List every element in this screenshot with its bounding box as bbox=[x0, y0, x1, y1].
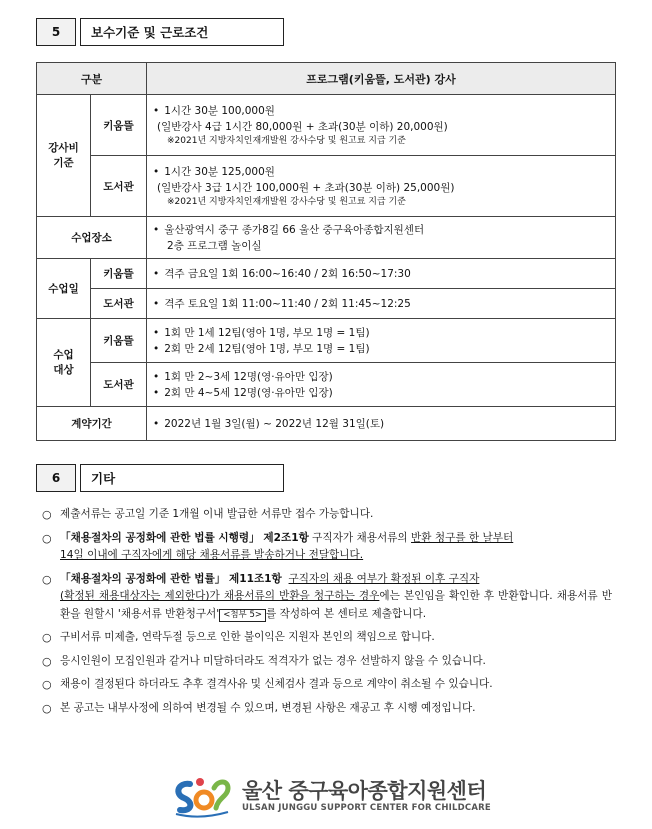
target-kium-line1: • 1회 만 1세 12팀(영아 1명, 부모 1명 = 1팀) bbox=[153, 325, 609, 341]
conditions-table bbox=[36, 62, 616, 441]
law-reference: 「채용절차의 공정화에 관한 법률」 제11조1항 bbox=[60, 572, 282, 585]
category-pay: 강사비 기준 bbox=[37, 95, 91, 217]
pay-kium-cell bbox=[147, 95, 616, 156]
note-text bbox=[60, 571, 612, 624]
sub-library: 도서관 bbox=[91, 289, 147, 319]
circle-bullet: ○ bbox=[42, 631, 52, 644]
list-item bbox=[42, 506, 612, 524]
header-category: 구분 bbox=[37, 63, 147, 95]
note-text: 제출서류는 공고일 기준 1개월 이내 발급한 서류만 접수 가능합니다. bbox=[60, 508, 374, 520]
table-row bbox=[37, 259, 616, 289]
table-row bbox=[37, 289, 616, 319]
table-row bbox=[37, 319, 616, 363]
target-kium-cell bbox=[147, 319, 616, 363]
notes-list bbox=[42, 506, 612, 723]
days-kium-text: • 격주 금요일 1회 16:00~16:40 / 2회 16:50~17:30 bbox=[153, 266, 609, 282]
sub-kium: 키움뜰 bbox=[91, 95, 147, 156]
underlined-text: 14일 이내에 구직자에게 해당 채용서류를 발송하거나 전달합니다. bbox=[60, 549, 364, 561]
circle-bullet: ○ bbox=[42, 508, 52, 521]
target-library-line2: • 2회 만 4~5세 12명(영·유아만 입장) bbox=[153, 385, 609, 401]
list-item bbox=[42, 653, 612, 671]
attachment-tag: <첨부 5> bbox=[219, 609, 266, 622]
section-5-header bbox=[36, 18, 284, 46]
note-text: 구비서류 미제출, 연락두절 등으로 인한 불이익은 지원자 본인의 책임으로 합니다. bbox=[60, 631, 435, 643]
circle-bullet: ○ bbox=[42, 654, 52, 668]
category-target: 수업 대상 bbox=[37, 319, 91, 407]
section-number: 6 bbox=[36, 464, 76, 492]
target-library-line1: • 1회 만 2~3세 12명(영·유아만 입장) bbox=[153, 369, 609, 385]
list-item bbox=[42, 571, 612, 624]
section-title: 기타 bbox=[80, 464, 284, 492]
place-cell bbox=[147, 217, 616, 259]
header-program: 프로그램(키움뜰, 도서관) 강사 bbox=[147, 63, 616, 95]
table-header-row bbox=[37, 63, 616, 95]
underlined-text: 구직자의 채용 여부가 확정된 이후 구직자 bbox=[288, 572, 480, 585]
pay-kium-line2: (일반강사 4급 1시간 80,000원 + 초과(30분 이하) 20,000원) bbox=[157, 120, 448, 133]
pay-library-line2: (일반강사 3급 1시간 100,000원 + 초과(30분 이하) 25,000원) bbox=[157, 181, 455, 194]
center-logo-icon bbox=[170, 774, 234, 818]
table-row bbox=[37, 156, 616, 217]
circle-bullet: ○ bbox=[42, 701, 52, 715]
sub-library: 도서관 bbox=[91, 363, 147, 407]
table-row bbox=[37, 95, 616, 156]
note-text: 본 공고는 내부사정에 의하여 변경될 수 있으며, 변경된 사항은 재공고 후 시행 예정입니다. bbox=[60, 701, 476, 714]
days-library-text: • 격주 토요일 1회 11:00~11:40 / 2회 11:45~12:25 bbox=[153, 296, 609, 312]
logo-mark-icon bbox=[170, 774, 234, 818]
note-text: 채용이 결정된다 하더라도 추후 결격사유 및 신체검사 결과 등으로 계약이 취소될 수 있습니다. bbox=[60, 678, 493, 690]
table-row bbox=[37, 407, 616, 441]
sub-kium: 키움뜰 bbox=[91, 259, 147, 289]
footer-logo bbox=[170, 774, 491, 818]
pay-library-note: ※2021년 지방자치인재개발원 강사수당 및 원고료 지급 기준 bbox=[167, 196, 406, 207]
note-text bbox=[60, 530, 612, 565]
circle-bullet: ○ bbox=[42, 572, 52, 586]
note-text: 응시인원이 모집인원과 같거나 미달하더라도 적격자가 없는 경우 선발하지 않을 수 있습니다. bbox=[60, 654, 486, 667]
list-item bbox=[42, 629, 612, 647]
pay-library-cell bbox=[147, 156, 616, 217]
category-days: 수업일 bbox=[37, 259, 91, 319]
circle-bullet: ○ bbox=[42, 678, 52, 691]
section-number: 5 bbox=[36, 18, 76, 46]
pay-kium-note: ※2021년 지방자치인재개발원 강사수당 및 원고료 지급 기준 bbox=[167, 135, 406, 146]
underlined-text: (확정된 채용대상자는 제외한다)가 채용서류의 반환을 청구하는 경우 bbox=[60, 590, 380, 602]
days-kium-cell bbox=[147, 259, 616, 289]
category-period: 계약기간 bbox=[37, 407, 147, 441]
place-line2: 2층 프로그램 놀이실 bbox=[167, 239, 262, 252]
period-cell bbox=[147, 407, 616, 441]
days-library-cell bbox=[147, 289, 616, 319]
sub-library: 도서관 bbox=[91, 156, 147, 217]
list-item bbox=[42, 700, 612, 718]
target-library-cell bbox=[147, 363, 616, 407]
category-place: 수업장소 bbox=[37, 217, 147, 259]
pay-library-line1: • 1시간 30분 125,000원 bbox=[153, 164, 609, 180]
sub-kium: 키움뜰 bbox=[91, 319, 147, 363]
footer-text bbox=[242, 779, 491, 813]
period-text: • 2022년 1월 3일(월) ~ 2022년 12월 31일(토) bbox=[153, 416, 609, 432]
law-reference: 「채용절차의 공정화에 관한 법률 시행령」 제2조1항 bbox=[60, 531, 309, 544]
table-row bbox=[37, 363, 616, 407]
section-6-header bbox=[36, 464, 284, 492]
target-kium-line2: • 2회 만 2세 12팀(영아 1명, 부모 1명 = 1팀) bbox=[153, 341, 609, 357]
list-item bbox=[42, 530, 612, 565]
center-english-name: ULSAN JUNGGU SUPPORT CENTER FOR CHILDCARE bbox=[242, 803, 491, 813]
note-fragment: 구직자가 채용서류의 bbox=[308, 531, 412, 544]
list-item bbox=[42, 676, 612, 694]
place-line1: • 울산광역시 중구 종가8길 66 울산 중구육아종합지원센터 bbox=[153, 222, 609, 238]
pay-kium-line1: • 1시간 30분 100,000원 bbox=[153, 103, 609, 119]
section-title: 보수기준 및 근로조건 bbox=[80, 18, 284, 46]
note-fragment: 에는 본인임을 확인한 후 반환합니다. 채용서류 반환을 원할시 '채용서류 반환청구서' bbox=[60, 590, 612, 620]
note-fragment: 를 작성하여 본 센터로 제출합니다. bbox=[265, 607, 427, 620]
center-name: 울산 중구육아종합지원센터 bbox=[242, 779, 487, 803]
circle-bullet: ○ bbox=[42, 531, 52, 545]
table-row bbox=[37, 217, 616, 259]
underlined-text: 반환 청구를 한 날부터 bbox=[411, 531, 514, 544]
